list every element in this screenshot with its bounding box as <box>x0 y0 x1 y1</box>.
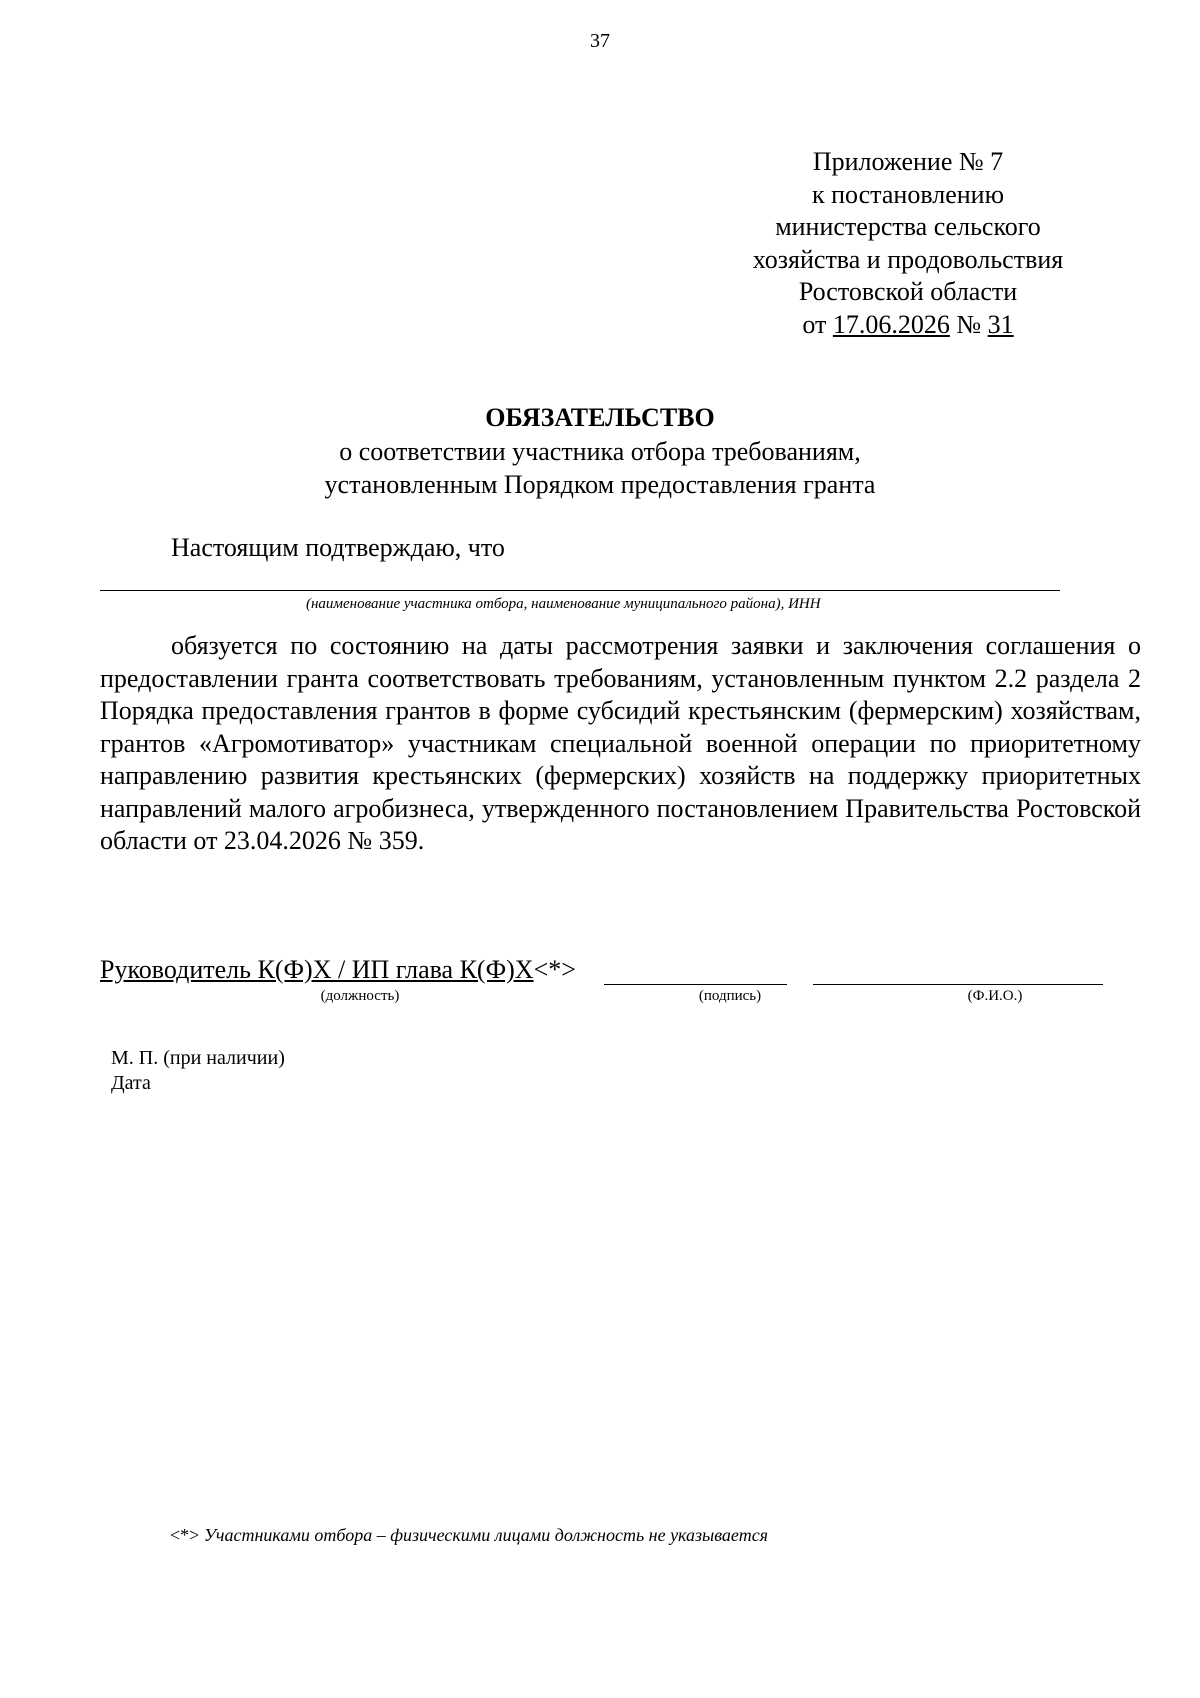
signature-fill-line[interactable] <box>604 984 787 985</box>
obligation-text: обязуется по состоянию на даты рассмотрения заявки и заключения соглашения о предоставлении гранта соответствовать требованиям, установленным пунктом 2.2 раздела 2 Порядка предоставления грантов в форме субсидий крестьянским (фермерским) хозяйствам, грантов «Агромотиватор» участникам специальной военной операции по приоритетному направлению развития крестьянских (фермерских) хозяйств на поддержку приоритетных направлений малого агробизнеса, утвержденного постановлением Правительства Ростовской области от 23.04.2026 № 359. <box>100 631 1141 855</box>
document-subtitle <box>0 436 1200 501</box>
appendix-date-prefix: от <box>802 309 833 339</box>
footnote-mark: <*> <box>170 1525 200 1545</box>
subtitle-line: о соответствии участника отбора требованиям, <box>339 437 861 466</box>
stamp-block <box>111 1046 285 1096</box>
date-line: Дата <box>111 1072 151 1094</box>
appendix-line: хозяйства и продовольствия <box>752 244 1064 274</box>
footnote <box>170 1524 768 1546</box>
appendix-date: 17.06.2026 <box>832 309 950 339</box>
stamp-line: М. П. (при наличии) <box>111 1047 285 1069</box>
position-field <box>100 954 576 986</box>
appendix-line: Ростовской области <box>798 277 1018 306</box>
appendix-date-line <box>718 309 1098 342</box>
participant-caption: (наименование участника отбора, наименование муниципального района), ИНН <box>306 596 821 612</box>
appendix-header <box>718 146 1098 341</box>
confirm-text: Настоящим подтверждаю, что <box>171 533 505 562</box>
caption-position: (должность) <box>320 988 400 1004</box>
fio-fill-line[interactable] <box>813 984 1103 985</box>
appendix-line: министерства сельского <box>775 212 1041 241</box>
position-footnote-mark: <*> <box>533 955 576 984</box>
page-number: 37 <box>590 30 610 52</box>
appendix-number-prefix: № <box>949 309 988 339</box>
caption-signature: (подпись) <box>698 988 762 1004</box>
appendix-line: к постановлению <box>811 179 1005 209</box>
footnote-text: Участниками отбора – физическими лицами должность не указывается <box>199 1525 769 1545</box>
obligation-body <box>100 630 1141 858</box>
participant-fill-line[interactable] <box>100 590 1060 591</box>
caption-fio: (Ф.И.О.) <box>967 988 1023 1004</box>
subtitle-line: установленным Порядком предоставления гранта <box>324 469 876 499</box>
position-text: Руководитель К(Ф)Х / ИП глава К(Ф)Х <box>100 955 534 984</box>
document-title: ОБЯЗАТЕЛЬСТВО <box>485 403 715 432</box>
appendix-line: Приложение № 7 <box>812 147 1004 176</box>
appendix-number: 31 <box>987 309 1014 339</box>
